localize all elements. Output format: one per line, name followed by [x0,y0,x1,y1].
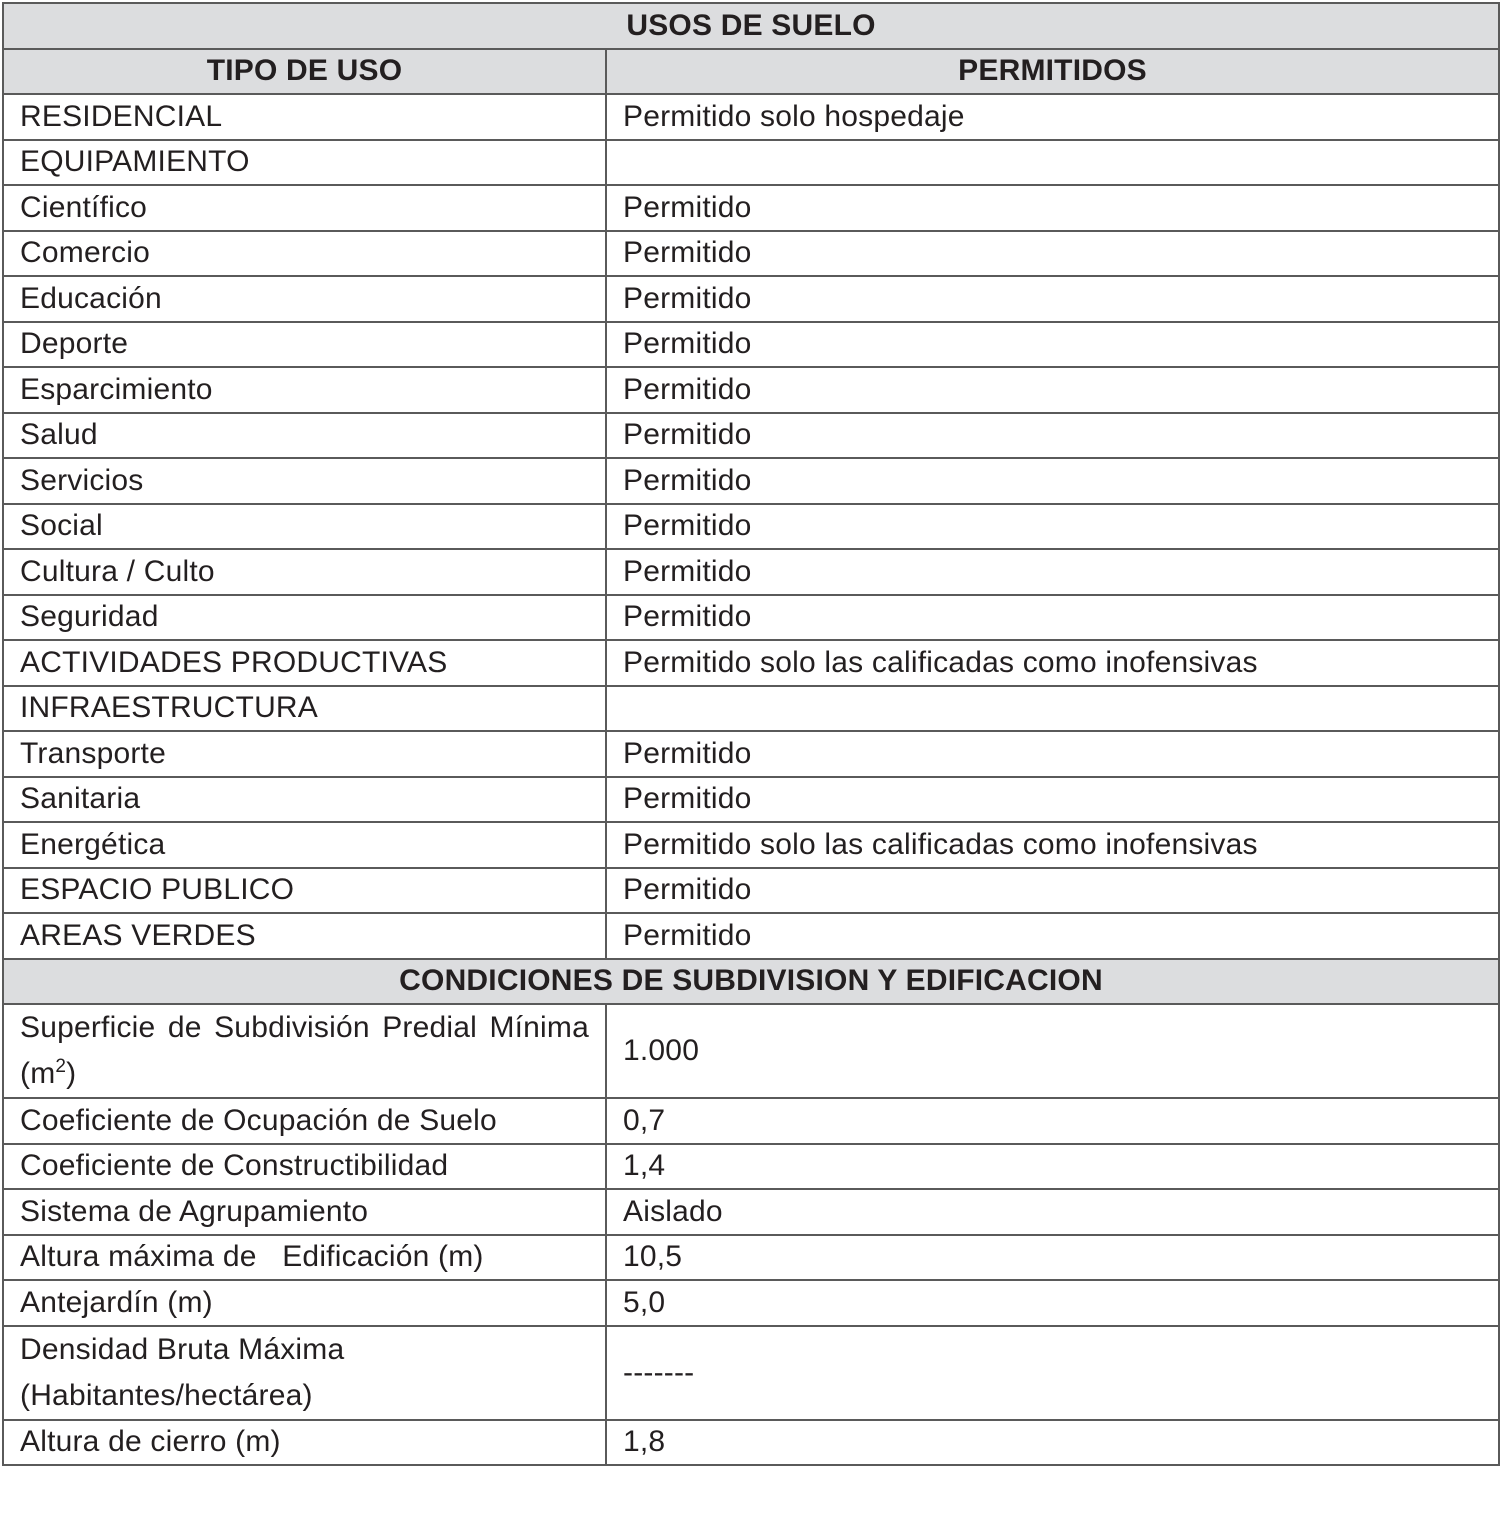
table-row [3,549,1499,595]
use-type: Energética [3,822,606,868]
table-row [3,1326,1499,1420]
condition-label: Sistema de Agrupamiento [3,1189,606,1235]
use-type: INFRAESTRUCTURA [3,686,606,732]
conditions-title: CONDICIONES DE SUBDIVISION Y EDIFICACION [3,959,1499,1005]
use-permission: Permitido [606,231,1499,277]
table-row [3,1235,1499,1281]
table-row [3,686,1499,732]
condition-label: Densidad Bruta Máxima (Habitantes/hectárea) [3,1326,606,1420]
use-type: EQUIPAMIENTO [3,140,606,186]
use-permission: Permitido [606,549,1499,595]
table-row [3,1004,1499,1098]
table-row [3,185,1499,231]
condition-value: 0,7 [606,1098,1499,1144]
use-permission: Permitido [606,868,1499,914]
use-permission: Permitido solo hospedaje [606,94,1499,140]
use-type: Servicios [3,458,606,504]
column-header-row [3,49,1499,95]
table-row [3,595,1499,641]
use-type: Social [3,504,606,550]
use-type: Científico [3,185,606,231]
table-row [3,413,1499,459]
condition-value: Aislado [606,1189,1499,1235]
column-header-tipo: TIPO DE USO [3,49,606,95]
uses-section [3,94,1499,959]
use-type: Cultura / Culto [3,549,606,595]
condition-value: 5,0 [606,1280,1499,1326]
table-row [3,322,1499,368]
use-type: Seguridad [3,595,606,641]
table-row [3,822,1499,868]
use-permission: Permitido [606,913,1499,959]
use-type: AREAS VERDES [3,913,606,959]
condition-label: Antejardín (m) [3,1280,606,1326]
condition-label: Altura máxima de Edificación (m) [3,1235,606,1281]
use-type: Esparcimiento [3,367,606,413]
table-row [3,868,1499,914]
table-row [3,640,1499,686]
condition-value: 1,8 [606,1420,1499,1466]
condition-value: 1.000 [606,1004,1499,1098]
table-row [3,731,1499,777]
conditions-title-row [3,959,1499,1005]
use-permission: Permitido [606,504,1499,550]
use-permission: Permitido [606,276,1499,322]
column-header-permitidos: PERMITIDOS [606,49,1499,95]
use-permission: Permitido solo las calificadas como inofensivas [606,640,1499,686]
use-type: ESPACIO PUBLICO [3,868,606,914]
use-permission: Permitido [606,458,1499,504]
table-row [3,504,1499,550]
use-permission: Permitido [606,731,1499,777]
use-permission: Permitido [606,185,1499,231]
use-permission: Permitido [606,595,1499,641]
condition-label: Coeficiente de Ocupación de Suelo [3,1098,606,1144]
use-type: Deporte [3,322,606,368]
table-title: USOS DE SUELO [3,3,1499,49]
table-row [3,777,1499,823]
condition-label: Superficie de Subdivisión Predial Mínima $(m^2)$ [3,1004,606,1098]
use-type: Comercio [3,231,606,277]
use-permission [606,140,1499,186]
use-permission [606,686,1499,732]
use-type: ACTIVIDADES PRODUCTIVAS [3,640,606,686]
table-row [3,140,1499,186]
use-permission: Permitido [606,777,1499,823]
table-row [3,1098,1499,1144]
table-row [3,1144,1499,1190]
condition-label: Altura de cierro (m) [3,1420,606,1466]
use-permission: Permitido [606,367,1499,413]
table-row [3,458,1499,504]
table-row [3,913,1499,959]
use-type: Salud [3,413,606,459]
table-row [3,94,1499,140]
title-row [3,3,1499,49]
condition-value: 10,5 [606,1235,1499,1281]
use-type: Sanitaria [3,777,606,823]
use-permission: Permitido solo las calificadas como inofensivas [606,822,1499,868]
use-permission: Permitido [606,413,1499,459]
table-row [3,1420,1499,1466]
use-type: Transporte [3,731,606,777]
table-row [3,367,1499,413]
use-permission: Permitido [606,322,1499,368]
condition-value: 1,4 [606,1144,1499,1190]
condition-value: ------- [606,1326,1499,1420]
table-row [3,1189,1499,1235]
table-row [3,1280,1499,1326]
use-type: RESIDENCIAL [3,94,606,140]
table-row [3,231,1499,277]
land-use-table [2,2,1500,1466]
table-row [3,276,1499,322]
use-type: Educación [3,276,606,322]
condition-label: Coeficiente de Constructibilidad [3,1144,606,1190]
